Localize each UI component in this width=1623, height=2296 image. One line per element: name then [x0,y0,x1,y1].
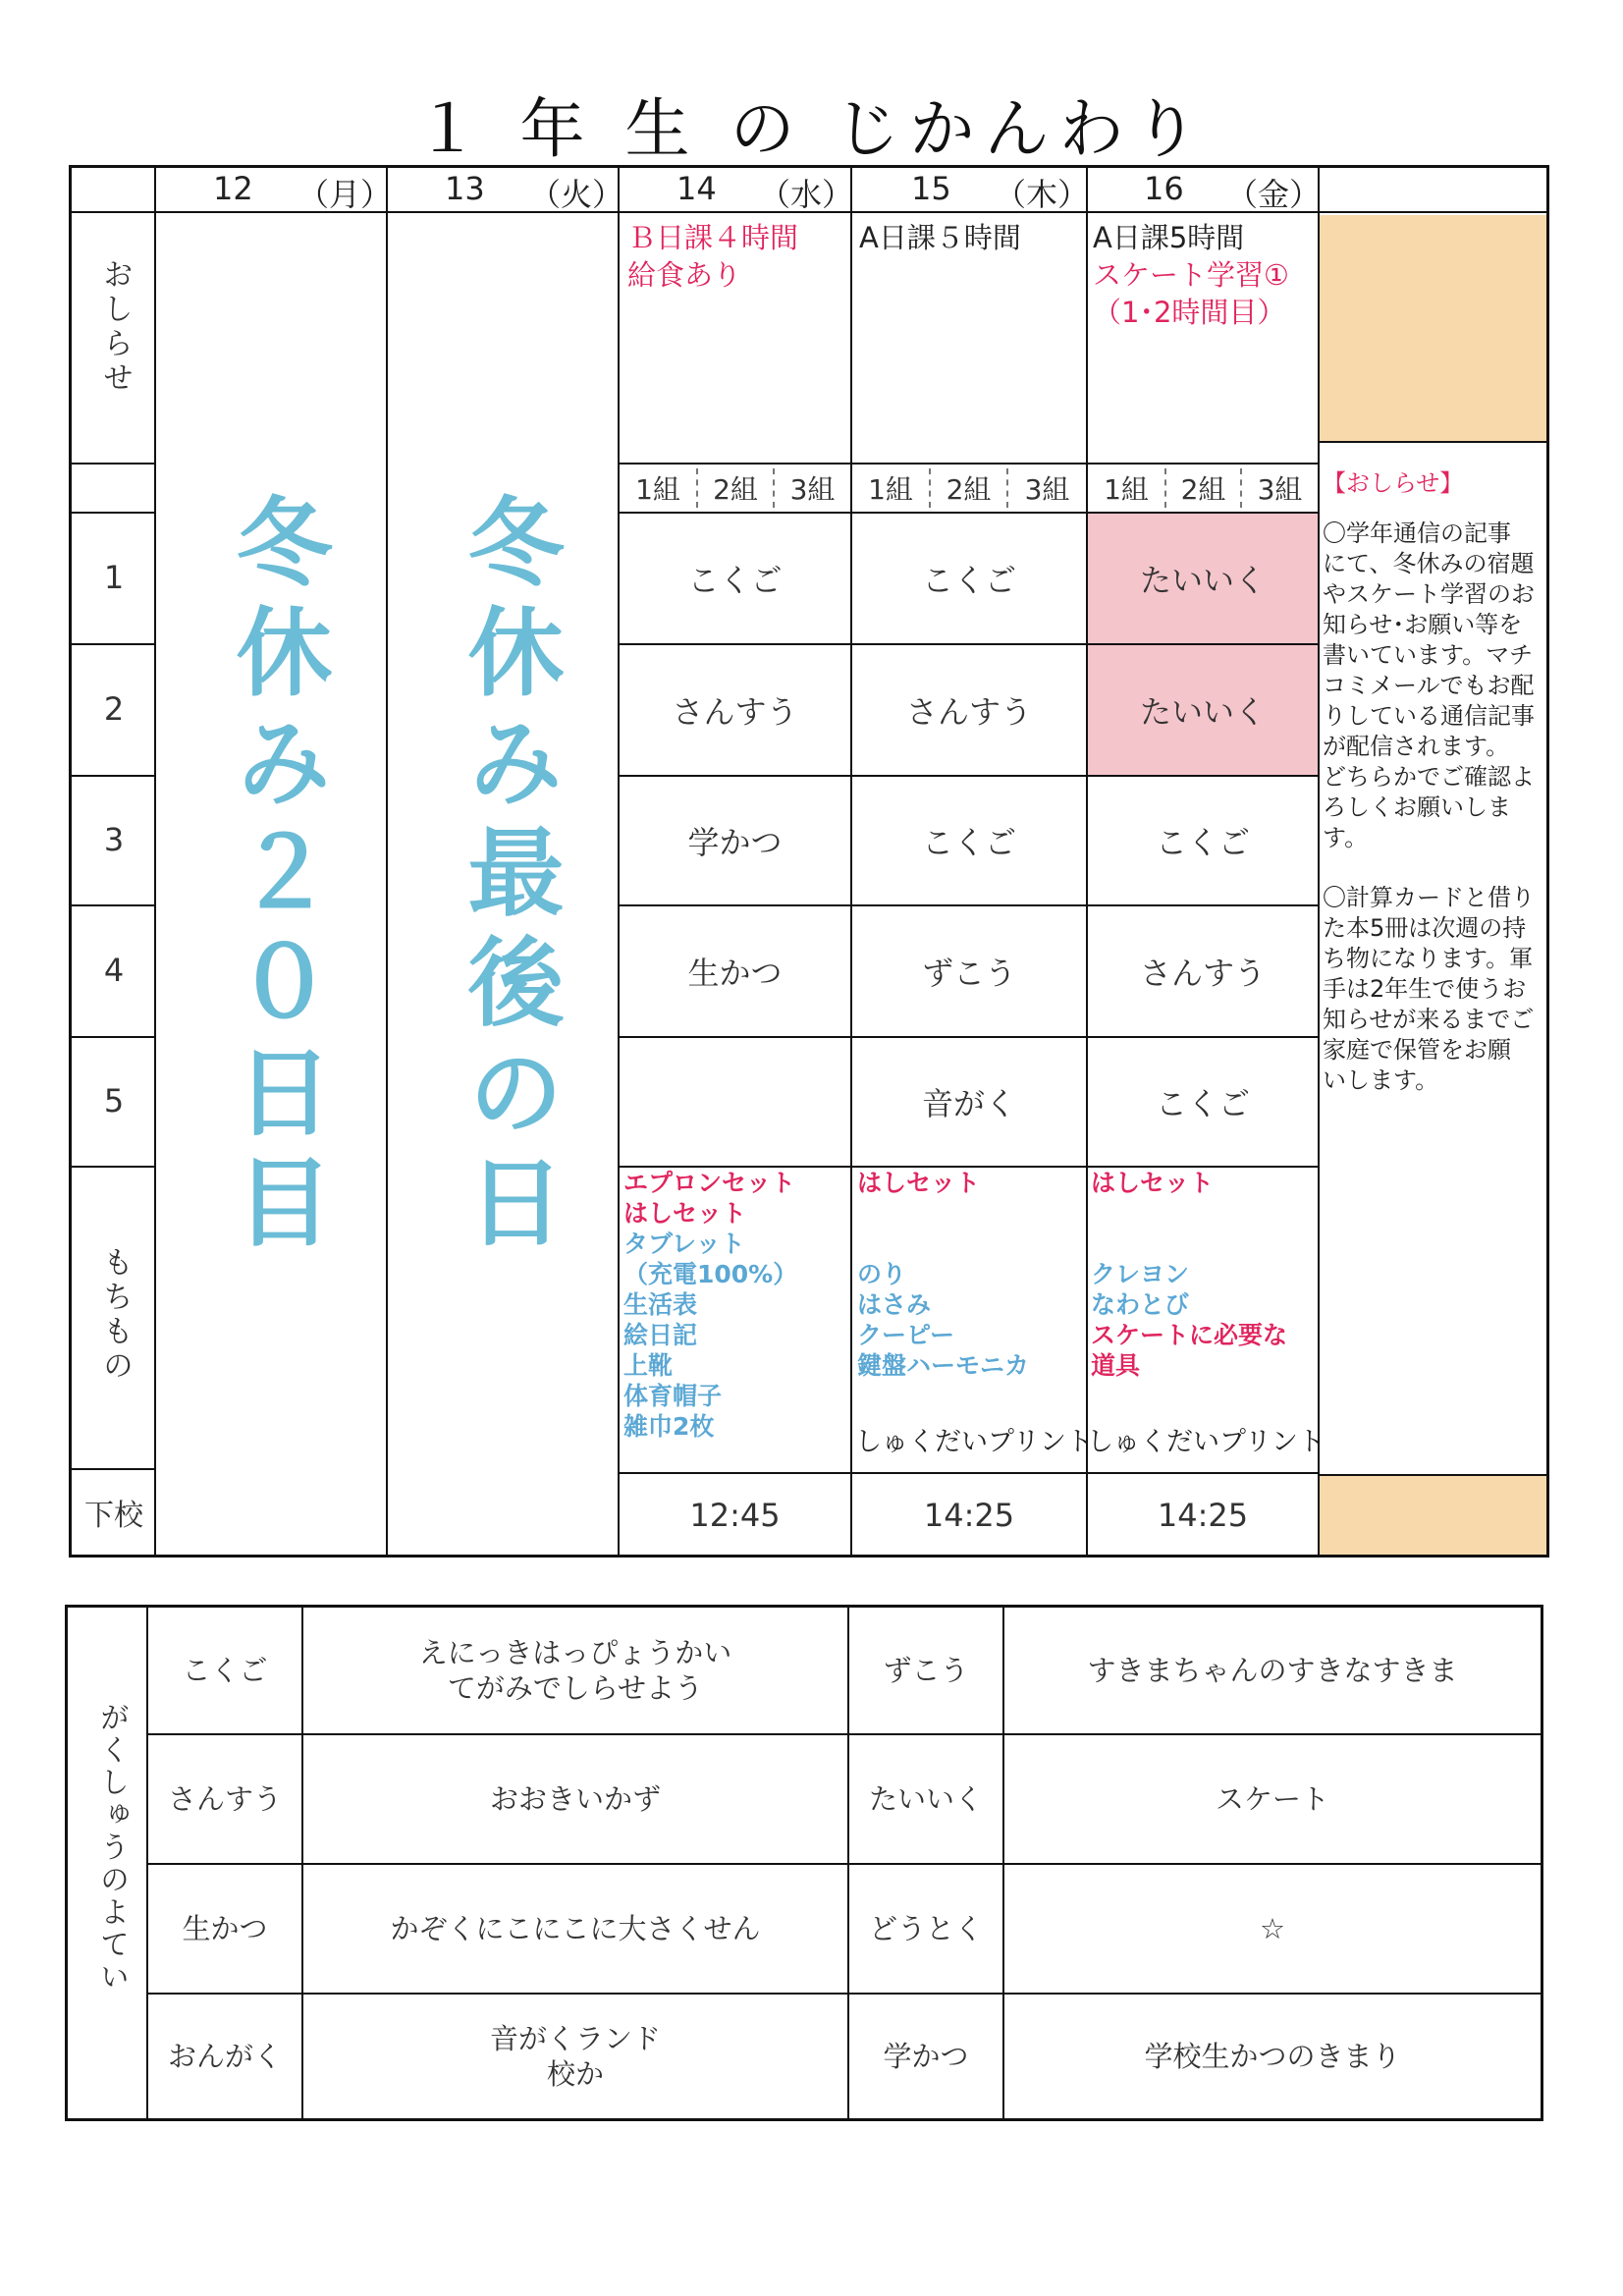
plan-content: かぞくにこにこに大さくせん [390,1912,761,1945]
plan-content: ☆ [1260,1912,1285,1945]
plan-subject: どうとく [868,1912,983,1945]
holiday-mon: 冬休み２０日目 [220,492,332,1262]
dismissal-placeholder-bg [1320,1474,1546,1555]
plan-subject: 学かつ [883,2040,969,2073]
items-fri [1091,1168,1287,1381]
side-notice-line: 手は2年生で使うお [1323,975,1527,1003]
plan-side-label: がくしゅうのよてい [94,1702,129,1994]
item: エプロンセット [623,1169,796,1197]
dismissal-thu: 14:25 [923,1497,1015,1534]
side-notice-line: にて、冬休みの宿題 [1323,550,1535,577]
day-weekday-wed: （水） [759,176,854,213]
side-notice-line: やスケート学習のお [1323,580,1535,608]
period-fri-5: こくご [1155,1085,1250,1122]
period-thu-4: ずこう [921,955,1016,992]
class-thu-1: 1組 [868,473,913,506]
side-notice-line: す。 [1323,824,1369,851]
side-notice-line: コミメールでもお配 [1323,672,1535,699]
plan-subject: ずこう [883,1654,969,1687]
items-thu [857,1168,1029,1381]
class-wed-1: 1組 [635,473,680,506]
period-wed-4: 生かつ [687,955,783,992]
col-line [386,168,388,1555]
row-label-period-2: 2 [103,690,125,728]
day-weekday-thu: （木） [995,176,1090,213]
period-fri-2: たいいく [1139,693,1266,731]
day-date-fri: 16 [1144,170,1184,207]
side-notice-line: 〇計算カードと借り [1323,884,1535,911]
class-thu-2: 2組 [946,473,992,506]
homework-fri: しゅくだいプリント [1087,1427,1325,1457]
side-notice-line: いします。 [1323,1066,1439,1094]
period-wed-5 [620,1038,850,1166]
item: 鍵盤ハーモニカ [857,1351,1030,1380]
side-notice-line: 書いています。マチ [1323,641,1534,669]
item: なわとび [1091,1290,1190,1319]
item: クレヨン [1091,1260,1190,1288]
plan-content: おおきいかず [489,1782,661,1816]
plan-content: スケート [1215,1782,1329,1816]
col-line [1318,168,1320,1555]
period-thu-3: こくご [921,824,1016,861]
item: 体育帽子 [623,1382,723,1410]
plan-content: 学校生かつのきまり [1144,2040,1401,2073]
item: スケートに必要な [1091,1321,1288,1349]
day-weekday-tue: （火） [529,176,624,213]
homework-thu: しゅくだいプリント [855,1427,1093,1457]
period-thu-1: こくご [921,562,1016,599]
class-wed-2: 2組 [713,473,758,506]
row-label-period-1: 1 [103,559,125,596]
period-wed-2: さんすう [672,693,798,731]
notice-thu [859,219,1021,256]
plan-content [303,1608,847,1733]
item: はさみ [857,1290,932,1319]
plan-content-line: 音がくランド [489,2022,661,2055]
item: 生活表 [623,1290,698,1319]
plan-subject: さんすう [167,1782,282,1816]
dismissal-wed: 12:45 [689,1497,781,1534]
item: タブレット [623,1230,745,1258]
class-fri-2: 2組 [1180,473,1226,506]
side-notice [1323,468,1550,1096]
notice-thu-line1: A日課５時間 [859,221,1021,254]
items-wed [623,1168,797,1442]
period-thu-2: さんすう [905,693,1032,731]
plan-content [303,1995,847,2118]
side-notice-heading: 【おしらせ】 [1323,469,1464,497]
notice-fri-line2: スケート学習① [1093,258,1289,292]
plan-content-line: えにっきはっぴょうかい [418,1636,732,1669]
plan-subject: たいいく [868,1782,983,1816]
day-date-wed: 14 [676,170,717,207]
day-date-thu: 15 [911,170,951,207]
row-line [72,463,156,465]
side-notice-line: りしている通信記事 [1323,702,1535,730]
item: （充電100%） [623,1260,798,1288]
item: 上靴 [623,1351,674,1380]
item: 雑巾2枚 [623,1412,715,1441]
holiday-tue: 冬休み最後の日 [452,492,564,1262]
class-fri-1: 1組 [1104,473,1149,506]
class-thu-3: 3組 [1024,473,1070,506]
plan-content-line: てがみでしらせよう [447,1671,704,1705]
notice-col-line [1318,1474,1546,1476]
page-title: １ 年 生 の じかんわり [414,91,1209,167]
plan-content-line: 校か [546,2057,604,2091]
notice-wed-line2: 給食あり [627,258,742,292]
plan-subject: 生かつ [182,1912,268,1945]
notice-col-line [1318,441,1546,443]
period-fri-4: さんすう [1139,955,1266,992]
period-wed-3: 学かつ [687,824,783,861]
learning-plan-table [65,1605,1543,2121]
dismissal-fri: 14:25 [1157,1497,1249,1534]
side-notice-line: 知らせ･お願い等を [1323,611,1523,638]
period-thu-5: 音がく [921,1085,1016,1122]
period-fri-1: たいいく [1139,562,1266,599]
side-notice-line: 家庭で保管をお願 [1323,1036,1511,1064]
notice-fri [1093,219,1289,331]
side-notice-line: ろしくお願いしま [1323,793,1511,821]
notice-wed [627,219,798,294]
item: 絵日記 [623,1321,698,1349]
notice-placeholder-bg [1320,215,1546,441]
item: はしセット [1091,1169,1215,1197]
plan-content: すきまちゃんのすきなすきま [1087,1654,1458,1687]
notice-wed-line1: Ｂ日課４時間 [627,221,799,254]
row-label-period-3: 3 [103,821,125,858]
row-line [72,1166,156,1168]
row-label-period-4: 4 [103,952,125,989]
class-fri-3: 3組 [1257,473,1303,506]
side-notice-line: 知らせが来るまでご [1323,1006,1535,1033]
notice-fri-line1: A日課5時間 [1093,221,1245,254]
item: はしセット [857,1169,981,1197]
period-wed-1: こくご [687,562,783,599]
item: のり [857,1260,907,1288]
day-date-tue: 13 [445,170,485,207]
side-notice-line: 〇学年通信の記事 [1323,519,1511,547]
row-label-notice: おしらせ [97,258,133,396]
side-notice-line: た本5冊は次週の持 [1323,914,1527,942]
plan-subject: こくご [182,1654,268,1687]
item: 道具 [1091,1351,1141,1380]
side-notice-line: どちらかでご確認よ [1323,763,1535,791]
row-label-dismissal: 下校 [84,1499,143,1533]
plan-subject: おんがく [167,2040,282,2073]
row-label-items: もちもの [97,1246,133,1384]
row-label-period-5: 5 [103,1082,125,1120]
side-notice-line: が配信されます。 [1323,733,1510,760]
day-weekday-fri: （金） [1226,176,1322,213]
day-date-mon: 12 [213,170,253,207]
item: はしセット [623,1199,747,1228]
schedule-table [69,165,1549,1558]
side-notice-line: ち物になります。軍 [1323,945,1534,972]
class-wed-3: 3組 [789,473,836,506]
item: クーピー [857,1321,955,1349]
day-weekday-mon: （月） [298,176,393,213]
period-fri-3: こくご [1155,824,1250,861]
notice-fri-line3: （1･2時間目） [1093,296,1286,329]
